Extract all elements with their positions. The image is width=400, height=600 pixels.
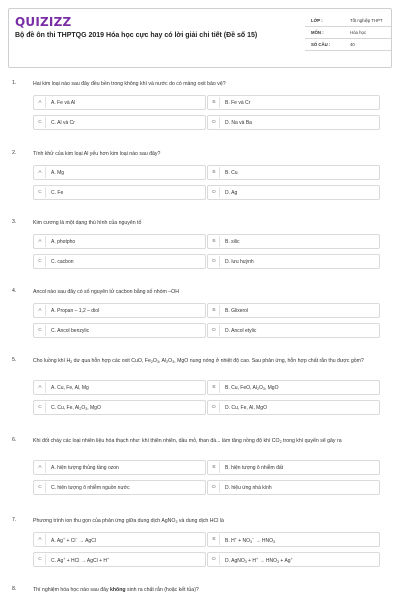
option-text: A. Cu, Fe, Al, Mg — [51, 385, 89, 391]
option-letter: A — [35, 97, 46, 108]
answer-option-a[interactable] — [33, 460, 206, 475]
option-letter: D — [209, 554, 220, 565]
option-letter: A — [35, 167, 46, 178]
meta-row-class — [305, 15, 391, 27]
meta-value: 40 — [350, 42, 355, 47]
option-letter: C — [35, 187, 46, 198]
option-text: A. photpho — [51, 239, 76, 245]
option-letter: B — [209, 462, 220, 473]
question-number: 1. — [12, 80, 17, 86]
option-text: D. Cu, Fe, Al, MgO — [225, 405, 267, 411]
option-letter: A — [35, 305, 46, 316]
answer-option-a[interactable] — [33, 303, 206, 318]
answer-option-d[interactable] — [207, 552, 380, 567]
option-text: C. Cu, Fe, $Al_2O_3$, MgO — [51, 405, 101, 411]
answer-option-d[interactable] — [207, 115, 380, 130]
answer-option-b[interactable] — [207, 95, 380, 110]
option-text: C. Ancol benzylic — [51, 328, 90, 334]
option-letter: C — [35, 402, 46, 413]
question-number: 3. — [12, 219, 17, 225]
option-text: C. Al và Cr — [51, 120, 75, 126]
option-text: A. hiện tượng thủng tầng ozon — [51, 465, 119, 471]
option-letter: C — [35, 554, 46, 565]
option-text: C. Ag+ + HCl → AgCl + H+ — [51, 557, 110, 564]
question-number: 6. — [12, 437, 17, 443]
option-letter: A — [35, 534, 46, 545]
answer-option-a[interactable] — [33, 532, 206, 547]
question-text: Kim cương là một dạng thù hình của nguyên tố — [33, 220, 142, 226]
question-text: Cho luồng khí $H_2$ dư qua hỗn hợp các oxit CuO, $Fe_2O_3$, $Al_2O_3$, MgO nung nóng ở nhiệt độ cao. Sau phản ứng, hỗn hợp chất rắn thu được gồm? — [33, 358, 364, 364]
question-number: 4. — [12, 288, 17, 294]
option-letter: D — [209, 325, 220, 336]
question-text: Phương trình ion thu gọn của phản ứng giữa dung dịch AgNO$_3$ và dung dịch HCl là — [33, 518, 224, 524]
option-text: B. Cu, FeO, $Al_2O_3$, MgO — [225, 385, 279, 391]
option-letter: A — [35, 462, 46, 473]
option-letter: C — [35, 256, 46, 267]
answer-option-c[interactable] — [33, 480, 206, 495]
option-text: B. Glixerol — [225, 308, 249, 314]
option-text: B. hiện tượng ô nhiễm đất — [225, 465, 284, 471]
option-letter: D — [209, 187, 220, 198]
question-number: 2. — [12, 150, 17, 156]
meta-key: MÔN : — [311, 30, 324, 35]
question-text: Hai kim loại nào sau đây đều bền trong không khí và nước do có màng oxit bảo vệ? — [33, 81, 226, 87]
option-letter: B — [209, 534, 220, 545]
answer-option-b[interactable] — [207, 460, 380, 475]
question-number: 5. — [12, 357, 17, 363]
answer-option-b[interactable] — [207, 380, 380, 395]
option-letter: A — [35, 236, 46, 247]
meta-value: Hóa học — [350, 30, 367, 35]
answer-option-a[interactable] — [33, 234, 206, 249]
option-text: B. Cu — [225, 170, 238, 176]
option-letter: C — [35, 482, 46, 493]
option-text: C. hiện tượng ô nhiễm nguồn nước — [51, 485, 130, 491]
answer-option-a[interactable] — [33, 380, 206, 395]
question-text: Ancol nào sau đây có số nguyên tử cacbon bằng số nhóm –OH — [33, 289, 179, 295]
option-text: B. Fe và Cr — [225, 100, 251, 106]
option-text: D. Na và Ba — [225, 120, 252, 126]
meta-key: LỚP : — [311, 18, 323, 23]
option-letter: B — [209, 97, 220, 108]
answer-option-b[interactable] — [207, 303, 380, 318]
option-letter: A — [35, 382, 46, 393]
answer-option-c[interactable] — [33, 323, 206, 338]
answer-option-d[interactable] — [207, 254, 380, 269]
question-number: 8. — [12, 586, 17, 592]
option-letter: B — [209, 236, 220, 247]
option-letter: D — [209, 117, 220, 128]
answer-option-d[interactable] — [207, 400, 380, 415]
option-text: B. $H^+ + NO_3^- \to HNO_3$ — [225, 537, 276, 544]
meta-table — [305, 15, 391, 51]
answer-option-c[interactable] — [33, 400, 206, 415]
option-letter: D — [209, 256, 220, 267]
quizizz-logo: QUIZIZZ — [15, 15, 72, 29]
worksheet-header — [8, 8, 392, 68]
meta-row-question-count — [305, 39, 391, 51]
meta-key: SỐ CÂU : — [311, 42, 331, 47]
option-letter: B — [209, 382, 220, 393]
answer-option-b[interactable] — [207, 234, 380, 249]
option-letter: B — [209, 305, 220, 316]
answer-option-d[interactable] — [207, 185, 380, 200]
answer-option-c[interactable] — [33, 552, 206, 567]
option-text: D. hiệu ứng nhà kính — [225, 485, 272, 491]
answer-option-c[interactable] — [33, 185, 206, 200]
option-text: A. Fe và Al — [51, 100, 76, 106]
answer-option-c[interactable] — [33, 115, 206, 130]
answer-option-c[interactable] — [33, 254, 206, 269]
option-text: D. AgNO$_3$ + $H^+ \to HNO_3 + Ag^+$ — [225, 557, 293, 564]
answer-option-a[interactable] — [33, 165, 206, 180]
option-text: C. Fe — [51, 190, 64, 196]
question-text: Khi đốt cháy các loại nhiên liệu hóa thạch như: khí thiên nhiên, dầu mỏ, than đá... làm tăng nồng độ khí $CO_2$ trong khí quyển sẽ gây ra — [33, 438, 342, 444]
option-letter: C — [35, 117, 46, 128]
answer-option-b[interactable] — [207, 165, 380, 180]
option-text: A. Ag+ + Cl− → AgCl — [51, 537, 96, 544]
meta-value: Tốt nghiệp THPT — [350, 18, 383, 23]
option-text: B. silic — [225, 239, 240, 245]
option-text: D. lưu huỳnh — [225, 259, 254, 265]
answer-option-d[interactable] — [207, 323, 380, 338]
option-letter: D — [209, 482, 220, 493]
option-text: D. Ag — [225, 190, 238, 196]
question-text: Thí nghiệm hóa học nào sau đây không sinh ra chất rắn (hoặc kết tủa)? — [33, 587, 199, 593]
worksheet-title: Bộ đề ôn thi THPTQG 2019 Hóa học cực hay có lời giải chi tiết (Đề số 15) — [15, 32, 258, 39]
question-text: Tính khử của kim loại Al yếu hơn kim loại nào sau đây? — [33, 151, 161, 157]
meta-row-subject — [305, 27, 391, 39]
option-letter: D — [209, 402, 220, 413]
answer-option-a[interactable] — [33, 95, 206, 110]
answer-option-d[interactable] — [207, 480, 380, 495]
option-text: C. cacbon — [51, 259, 74, 265]
answer-option-b[interactable] — [207, 532, 380, 547]
option-letter: C — [35, 325, 46, 336]
option-text: A. Mg — [51, 170, 65, 176]
question-number: 7. — [12, 517, 17, 523]
option-text: D. Ancol etylic — [225, 328, 257, 334]
option-letter: B — [209, 167, 220, 178]
option-text: A. Propan – 1,2 – diol — [51, 308, 100, 314]
